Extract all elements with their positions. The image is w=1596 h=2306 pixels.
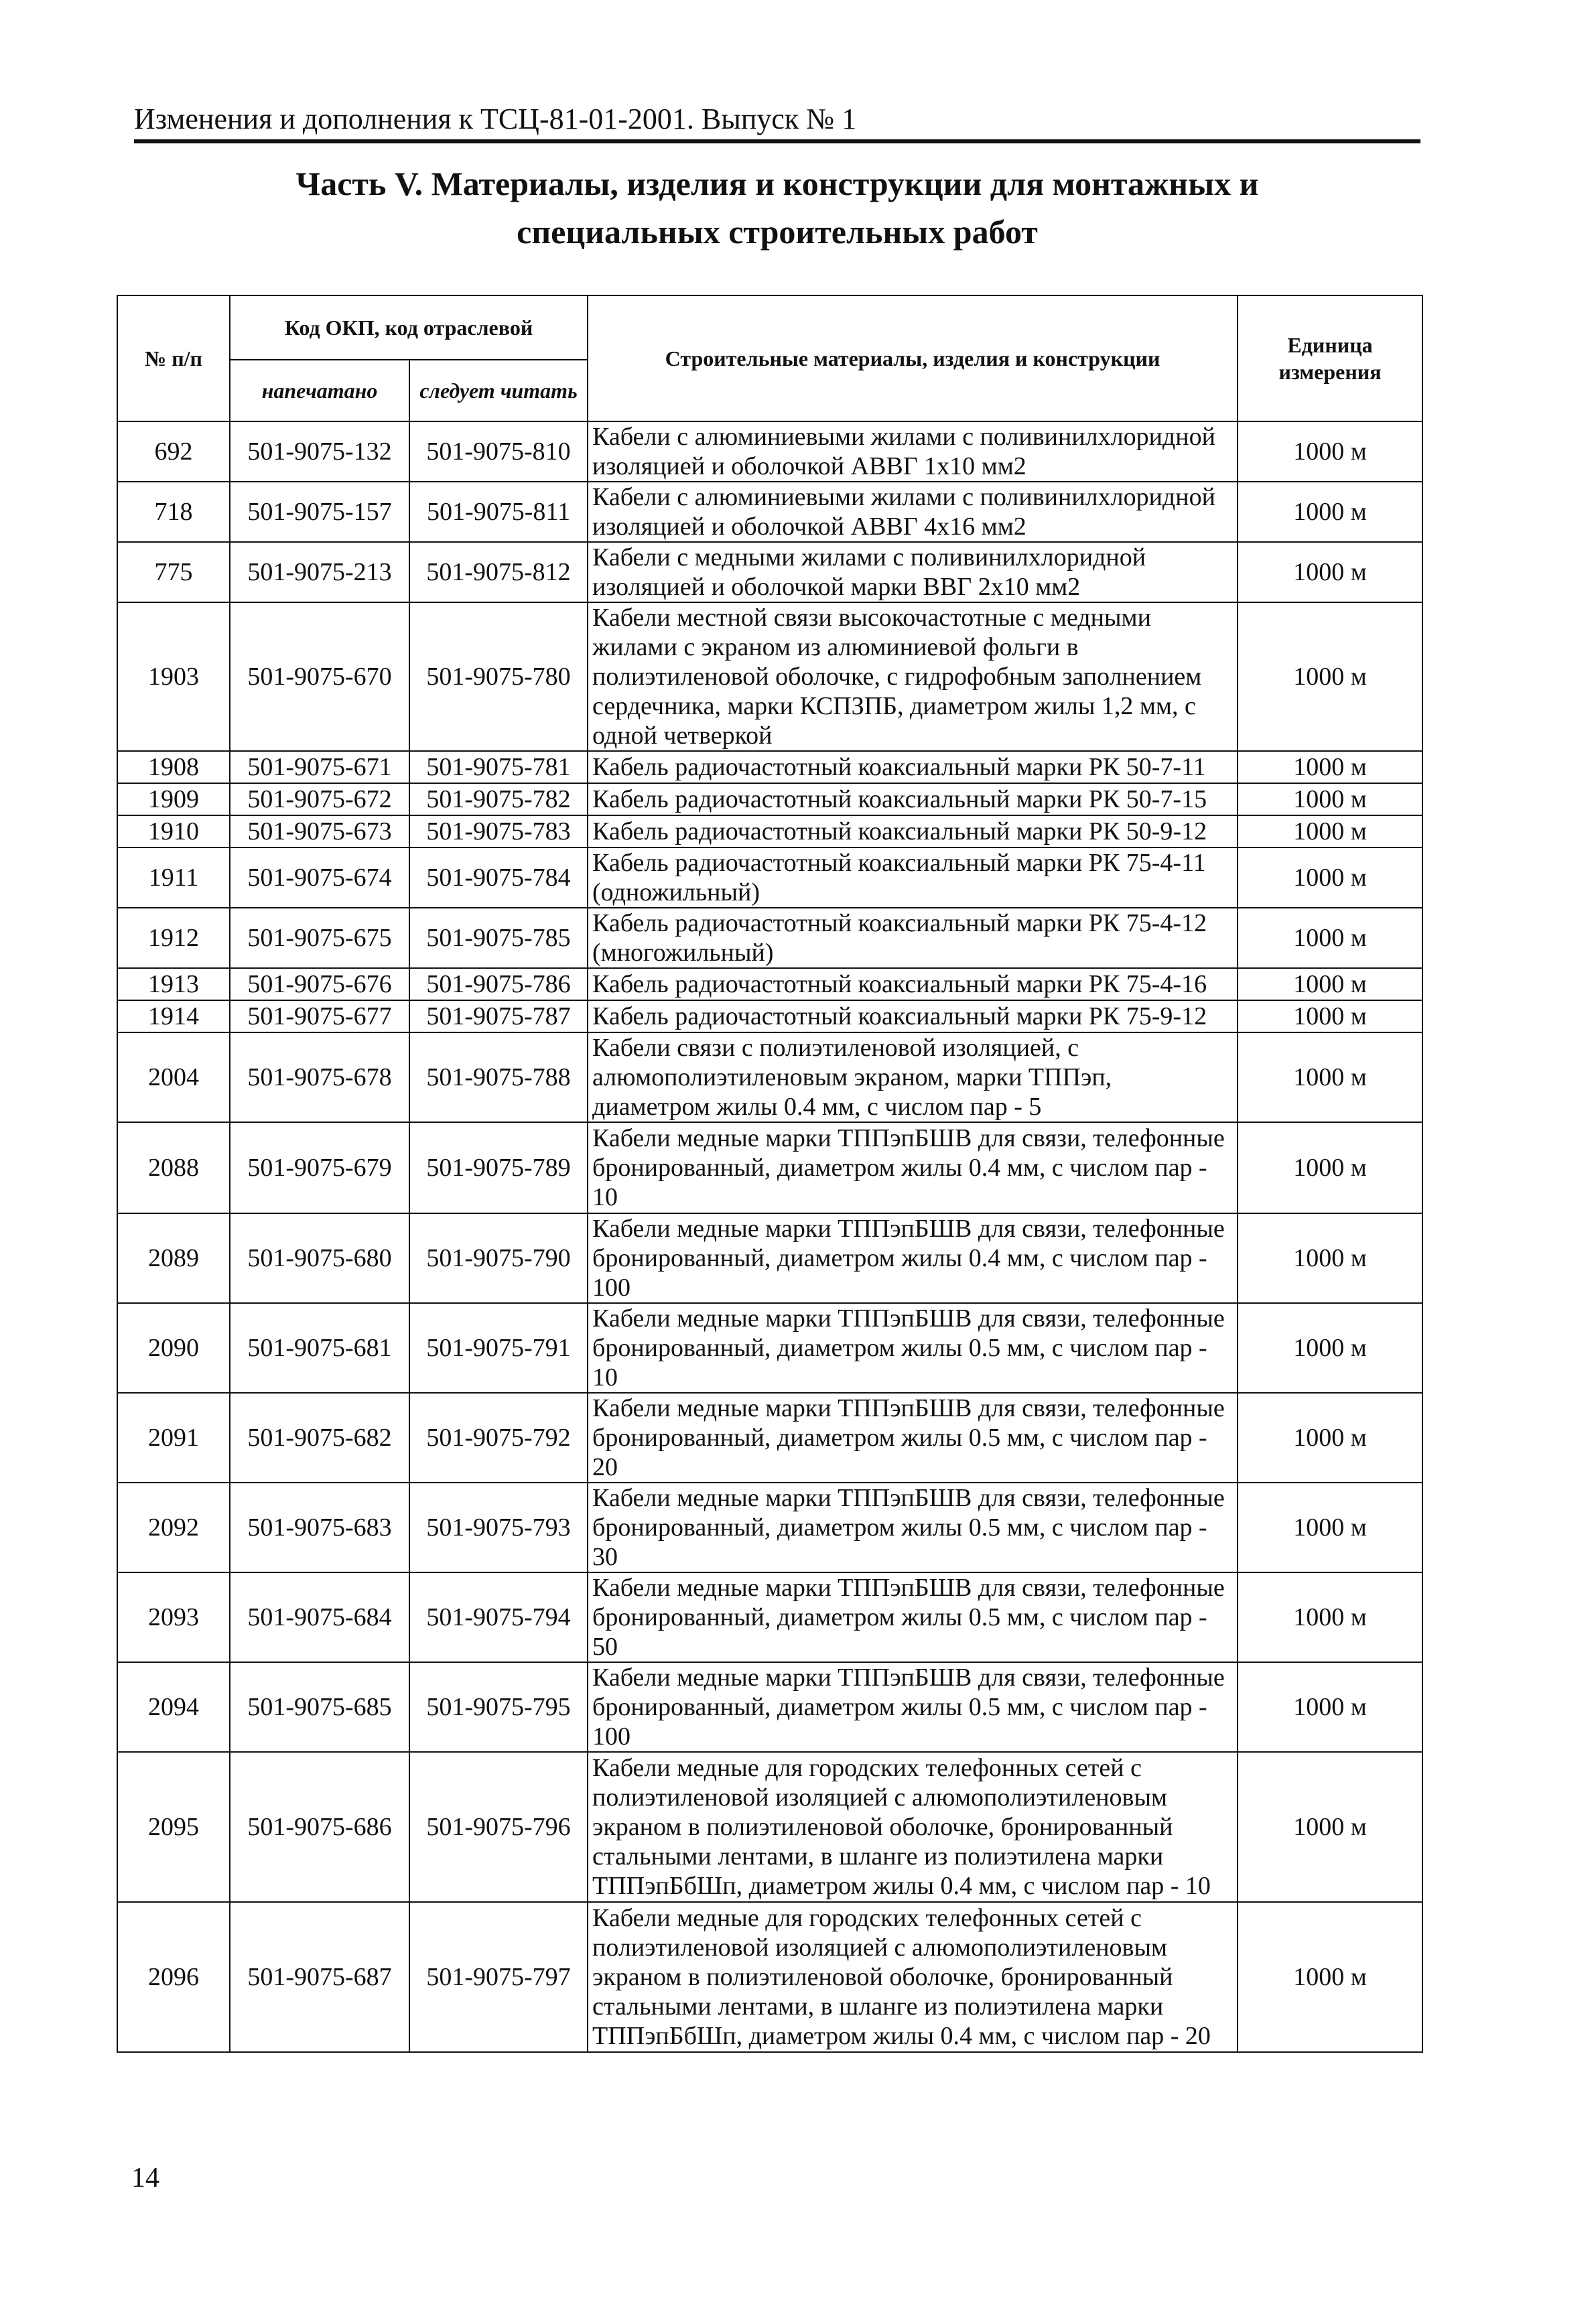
cell-unit: 1000 м — [1238, 1902, 1422, 2052]
cell-description: Кабель радиочастотный коаксиальный марки РК 75-4-16 — [588, 968, 1238, 1000]
cell-unit: 1000 м — [1238, 751, 1422, 783]
cell-description: Кабель радиочастотный коаксиальный марки РК 50-9-12 — [588, 815, 1238, 847]
cell-num: 1913 — [117, 968, 230, 1000]
cell-printed-code: 501-9075-687 — [230, 1902, 409, 2052]
cell-printed-code: 501-9075-686 — [230, 1752, 409, 1902]
cell-description: Кабели медные для городских телефонных сетей с полиэтиленовой изоляцией с алюмополиэтиленовым экраном в полиэтиленовой оболочке, бронированный стальными лентами, в шланге из полиэтилена марки ТППэпБбШп, диаметром жилы 0.4 мм, с числом пар - 20 — [588, 1902, 1238, 2052]
cell-printed-code: 501-9075-679 — [230, 1122, 409, 1213]
cell-should-read-code: 501-9075-788 — [409, 1032, 588, 1122]
cell-description: Кабели с алюминиевыми жилами с поливинилхлоридной изоляцией и оболочкой АВВГ 4х16 мм2 — [588, 482, 1238, 542]
cell-description: Кабель радиочастотный коаксиальный марки РК 50-7-15 — [588, 783, 1238, 815]
table-row — [117, 1032, 1422, 1122]
cell-description: Кабели медные марки ТППэпБШВ для связи, телефонные бронированный, диаметром жилы 0.4 мм, с числом пар - 10 — [588, 1122, 1238, 1213]
cell-unit: 1000 м — [1238, 847, 1422, 908]
cell-should-read-code: 501-9075-791 — [409, 1303, 588, 1393]
cell-num: 2092 — [117, 1483, 230, 1572]
part-title-line-2: специальных строительных работ — [517, 213, 1038, 251]
cell-should-read-code: 501-9075-812 — [409, 542, 588, 602]
cell-num: 718 — [117, 482, 230, 542]
cell-printed-code: 501-9075-213 — [230, 542, 409, 602]
table-row — [117, 847, 1422, 908]
cell-num: 2089 — [117, 1213, 230, 1303]
cell-should-read-code: 501-9075-796 — [409, 1752, 588, 1902]
table-row — [117, 908, 1422, 968]
col-header-should-read: следует читать — [409, 360, 588, 421]
table-row — [117, 751, 1422, 783]
cell-unit: 1000 м — [1238, 1662, 1422, 1752]
cell-should-read-code: 501-9075-785 — [409, 908, 588, 968]
cell-num: 1912 — [117, 908, 230, 968]
cell-should-read-code: 501-9075-790 — [409, 1213, 588, 1303]
cell-num: 775 — [117, 542, 230, 602]
cell-printed-code: 501-9075-684 — [230, 1572, 409, 1662]
cell-unit: 1000 м — [1238, 1032, 1422, 1122]
cell-unit: 1000 м — [1238, 1213, 1422, 1303]
table-row — [117, 1000, 1422, 1032]
cell-num: 692 — [117, 421, 230, 482]
table-row — [117, 542, 1422, 602]
cell-description: Кабель радиочастотный коаксиальный марки РК 75-4-12 (многожильный) — [588, 908, 1238, 968]
part-title-line-1: Часть V. Материалы, изделия и конструкции для монтажных и — [295, 165, 1259, 202]
cell-unit: 1000 м — [1238, 1000, 1422, 1032]
cell-printed-code: 501-9075-670 — [230, 602, 409, 751]
cell-unit: 1000 м — [1238, 482, 1422, 542]
cell-num: 2093 — [117, 1572, 230, 1662]
materials-table — [117, 295, 1423, 2053]
col-header-code-group: Код ОКП, код отраслевой — [230, 295, 588, 360]
table-row — [117, 1662, 1422, 1752]
header-rule — [134, 139, 1420, 143]
cell-description: Кабели медные марки ТППэпБШВ для связи, телефонные бронированный, диаметром жилы 0.5 мм, с числом пар - 100 — [588, 1662, 1238, 1752]
cell-should-read-code: 501-9075-789 — [409, 1122, 588, 1213]
cell-printed-code: 501-9075-157 — [230, 482, 409, 542]
col-header-num: № п/п — [117, 295, 230, 421]
cell-printed-code: 501-9075-672 — [230, 783, 409, 815]
cell-printed-code: 501-9075-673 — [230, 815, 409, 847]
cell-description: Кабели с алюминиевыми жилами с поливинилхлоридной изоляцией и оболочкой АВВГ 1х10 мм2 — [588, 421, 1238, 482]
cell-num: 2090 — [117, 1303, 230, 1393]
cell-should-read-code: 501-9075-786 — [409, 968, 588, 1000]
cell-should-read-code: 501-9075-787 — [409, 1000, 588, 1032]
cell-printed-code: 501-9075-677 — [230, 1000, 409, 1032]
cell-printed-code: 501-9075-685 — [230, 1662, 409, 1752]
col-header-printed: напечатано — [230, 360, 409, 421]
cell-printed-code: 501-9075-674 — [230, 847, 409, 908]
table-row — [117, 783, 1422, 815]
cell-printed-code: 501-9075-681 — [230, 1303, 409, 1393]
cell-printed-code: 501-9075-676 — [230, 968, 409, 1000]
cell-unit: 1000 м — [1238, 908, 1422, 968]
cell-unit: 1000 м — [1238, 1572, 1422, 1662]
cell-unit: 1000 м — [1238, 783, 1422, 815]
table-row — [117, 421, 1422, 482]
cell-num: 2088 — [117, 1122, 230, 1213]
cell-printed-code: 501-9075-132 — [230, 421, 409, 482]
cell-should-read-code: 501-9075-792 — [409, 1393, 588, 1483]
table-row — [117, 1303, 1422, 1393]
cell-description: Кабели медные для городских телефонных сетей с полиэтиленовой изоляцией с алюмополиэтиленовым экраном в полиэтиленовой оболочке, бронированный стальными лентами, в шланге из полиэтилена марки ТППэпБбШп, диаметром жилы 0.4 мм, с числом пар - 10 — [588, 1752, 1238, 1902]
table-row — [117, 1572, 1422, 1662]
cell-description: Кабели медные марки ТППэпБШВ для связи, телефонные бронированный, диаметром жилы 0.5 мм, с числом пар - 30 — [588, 1483, 1238, 1572]
cell-printed-code: 501-9075-682 — [230, 1393, 409, 1483]
cell-unit: 1000 м — [1238, 815, 1422, 847]
table-row — [117, 1122, 1422, 1213]
table-row — [117, 1213, 1422, 1303]
page-number: 14 — [131, 2163, 159, 2193]
cell-printed-code: 501-9075-671 — [230, 751, 409, 783]
cell-unit: 1000 м — [1238, 1483, 1422, 1572]
cell-printed-code: 501-9075-683 — [230, 1483, 409, 1572]
table-row — [117, 815, 1422, 847]
cell-description: Кабели медные марки ТППэпБШВ для связи, телефонные бронированный, диаметром жилы 0.4 мм, с числом пар - 100 — [588, 1213, 1238, 1303]
cell-printed-code: 501-9075-680 — [230, 1213, 409, 1303]
table-row — [117, 602, 1422, 751]
cell-should-read-code: 501-9075-781 — [409, 751, 588, 783]
cell-description: Кабели местной связи высокочастотные с медными жилами с экраном из алюминиевой фольги в полиэтиленовой оболочке, с гидрофобным заполнением сердечника, марки КСПЗПБ, диаметром жилы 1,2 мм, с одной четверкой — [588, 602, 1238, 751]
table-row — [117, 1483, 1422, 1572]
table-body — [117, 421, 1422, 2052]
cell-should-read-code: 501-9075-797 — [409, 1902, 588, 2052]
cell-should-read-code: 501-9075-782 — [409, 783, 588, 815]
cell-should-read-code: 501-9075-810 — [409, 421, 588, 482]
cell-num: 1908 — [117, 751, 230, 783]
cell-description: Кабель радиочастотный коаксиальный марки РК 75-9-12 — [588, 1000, 1238, 1032]
cell-num: 2091 — [117, 1393, 230, 1483]
cell-should-read-code: 501-9075-784 — [409, 847, 588, 908]
running-header: Изменения и дополнения к ТСЦ-81-01-2001. Выпуск № 1 — [134, 103, 857, 135]
cell-num: 2004 — [117, 1032, 230, 1122]
table-row — [117, 1393, 1422, 1483]
cell-unit: 1000 м — [1238, 421, 1422, 482]
cell-printed-code: 501-9075-678 — [230, 1032, 409, 1122]
cell-should-read-code: 501-9075-783 — [409, 815, 588, 847]
cell-num: 1909 — [117, 783, 230, 815]
cell-unit: 1000 м — [1238, 1303, 1422, 1393]
part-title — [134, 159, 1420, 256]
col-header-unit: Единица измерения — [1238, 295, 1422, 421]
cell-description: Кабели медные марки ТППэпБШВ для связи, телефонные бронированный, диаметром жилы 0.5 мм, с числом пар - 50 — [588, 1572, 1238, 1662]
cell-num: 2094 — [117, 1662, 230, 1752]
cell-description: Кабели с медными жилами с поливинилхлоридной изоляцией и оболочкой марки ВВГ 2х10 мм2 — [588, 542, 1238, 602]
cell-unit: 1000 м — [1238, 1393, 1422, 1483]
cell-num: 1903 — [117, 602, 230, 751]
cell-printed-code: 501-9075-675 — [230, 908, 409, 968]
cell-num: 1910 — [117, 815, 230, 847]
table-row — [117, 1752, 1422, 1902]
cell-should-read-code: 501-9075-793 — [409, 1483, 588, 1572]
cell-unit: 1000 м — [1238, 1752, 1422, 1902]
cell-description: Кабели медные марки ТППэпБШВ для связи, телефонные бронированный, диаметром жилы 0.5 мм, с числом пар - 10 — [588, 1303, 1238, 1393]
table-row — [117, 968, 1422, 1000]
cell-unit: 1000 м — [1238, 1122, 1422, 1213]
col-header-description: Строительные материалы, изделия и конструкции — [588, 295, 1238, 421]
cell-unit: 1000 м — [1238, 602, 1422, 751]
cell-num: 1911 — [117, 847, 230, 908]
cell-num: 2096 — [117, 1902, 230, 2052]
cell-unit: 1000 м — [1238, 542, 1422, 602]
cell-description: Кабели связи с полиэтиленовой изоляцией, с алюмополиэтиленовым экраном, марки ТППэп, диаметром жилы 0.4 мм, с числом пар - 5 — [588, 1032, 1238, 1122]
cell-description: Кабели медные марки ТППэпБШВ для связи, телефонные бронированный, диаметром жилы 0.5 мм, с числом пар - 20 — [588, 1393, 1238, 1483]
table-row — [117, 482, 1422, 542]
cell-description: Кабель радиочастотный коаксиальный марки РК 50-7-11 — [588, 751, 1238, 783]
cell-should-read-code: 501-9075-795 — [409, 1662, 588, 1752]
cell-num: 2095 — [117, 1752, 230, 1902]
cell-num: 1914 — [117, 1000, 230, 1032]
cell-should-read-code: 501-9075-794 — [409, 1572, 588, 1662]
cell-should-read-code: 501-9075-811 — [409, 482, 588, 542]
cell-unit: 1000 м — [1238, 968, 1422, 1000]
table-row — [117, 1902, 1422, 2052]
cell-should-read-code: 501-9075-780 — [409, 602, 588, 751]
cell-description: Кабель радиочастотный коаксиальный марки РК 75-4-11 (одножильный) — [588, 847, 1238, 908]
